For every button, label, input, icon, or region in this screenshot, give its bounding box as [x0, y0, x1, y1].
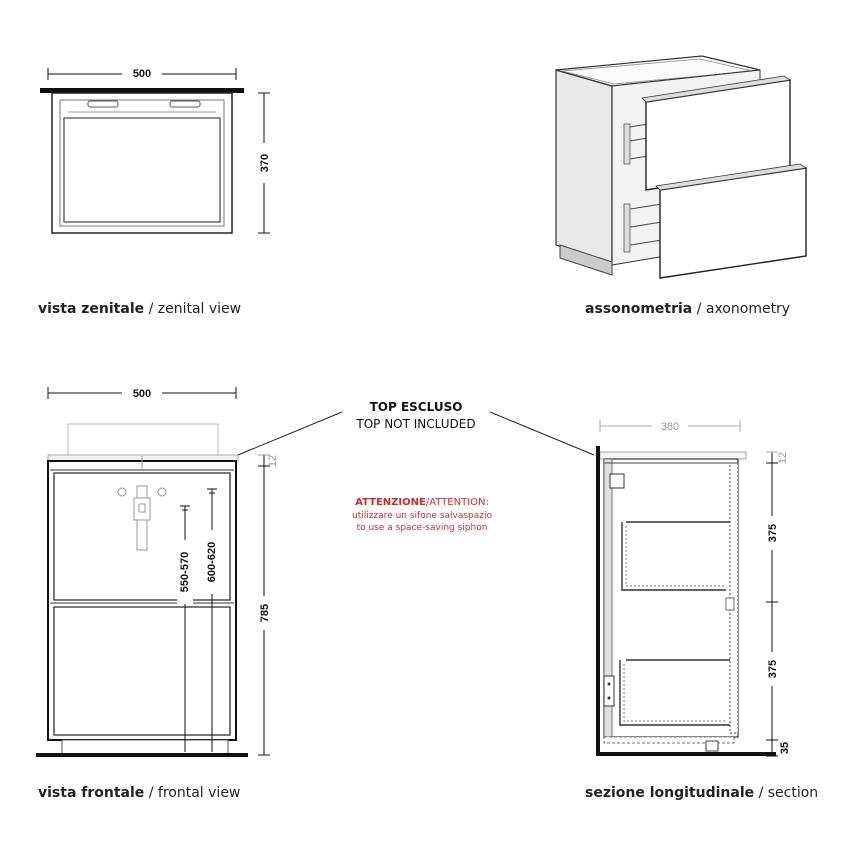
section-plinth-dim: 35 [779, 741, 791, 755]
frontal-range1-dim: 550-570 [179, 551, 191, 593]
caption-frontal: vista frontale / frontal view [38, 785, 241, 801]
caption-section-title: sezione longitudinale [585, 785, 755, 801]
frontal-height-dim: 785 [259, 603, 271, 623]
section-depth-dim: 380 [660, 421, 680, 433]
section-upper-dim: 375 [767, 523, 779, 543]
attention-en: to use a space-saving siphon [356, 523, 488, 533]
caption-axonometry-title: assonometria [585, 301, 693, 317]
frontal-width-dim: 500 [132, 388, 152, 400]
zenital-depth-dim: 370 [259, 153, 271, 173]
frontal-top-dim: 12 [267, 454, 279, 468]
axonometry-view [556, 56, 806, 278]
caption-section: sezione longitudinale / section [585, 785, 819, 801]
zenital-width-dim: 500 [132, 68, 152, 80]
caption-axonometry-subtitle: axonometry [705, 301, 791, 317]
attention-heading: ATTENZIONE/ATTENTION: [355, 497, 489, 508]
frontal-view [36, 383, 279, 757]
caption-section-subtitle: section [767, 785, 819, 801]
zenital-view [40, 64, 272, 233]
section-view [596, 418, 791, 756]
caption-zenital: vista zenitale / zenital view [38, 301, 242, 317]
caption-axonometry: assonometria / axonometry [585, 301, 791, 317]
callouts [238, 400, 594, 533]
caption-frontal-title: vista frontale [38, 785, 145, 801]
attention-it: utilizzare un sifone salvaspazio [351, 511, 493, 521]
section-lower-dim: 375 [767, 659, 779, 679]
caption-zenital-subtitle: zenital view [157, 301, 242, 317]
frontal-range2-dim: 600-620 [206, 541, 218, 583]
top-excluded-en: TOP NOT INCLUDED [356, 417, 476, 431]
front-lower-drawer [54, 607, 230, 735]
top-excluded-it: TOP ESCLUSO [369, 400, 463, 414]
section-top-dim: 12 [777, 451, 789, 465]
caption-frontal-subtitle: frontal view [157, 785, 241, 801]
section-wall [596, 446, 600, 755]
caption-zenital-title: vista zenitale [38, 301, 145, 317]
